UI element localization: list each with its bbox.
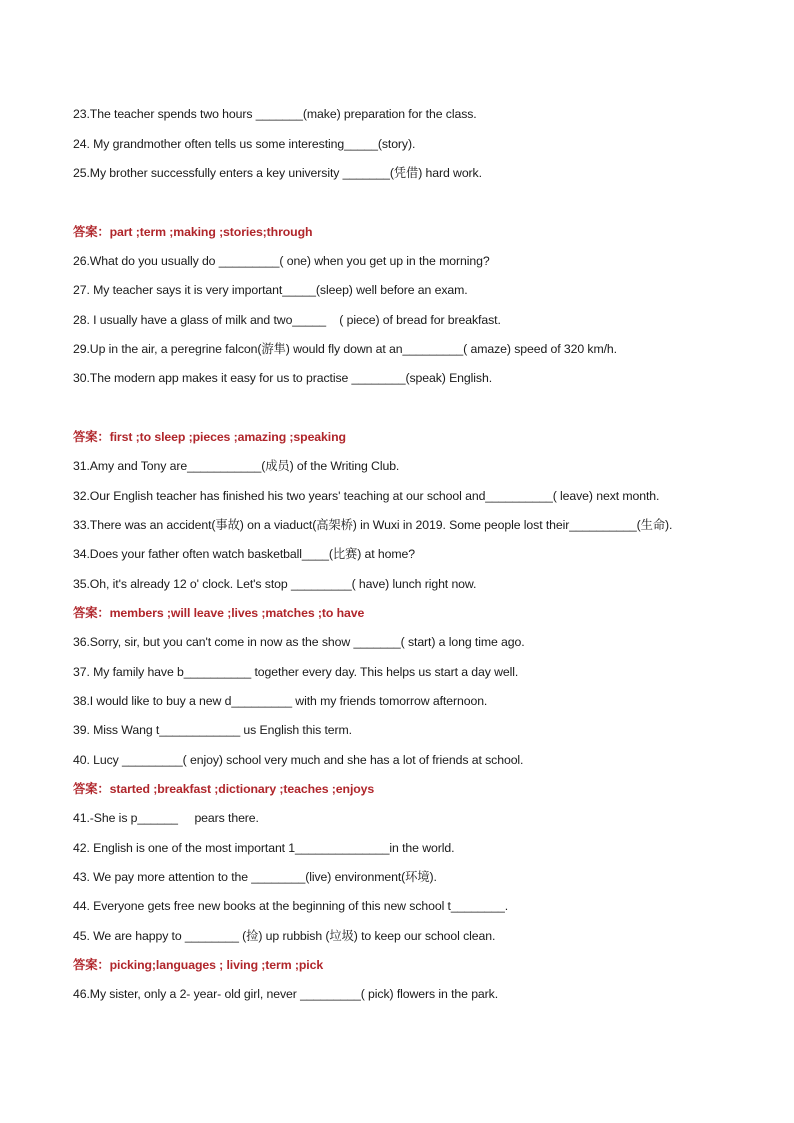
question-32: 32.Our English teacher has finished his two years' teaching at our school and__________( leave) next month. — [73, 489, 660, 503]
question-43: 43. We pay more attention to the ________(live) environment(环境). — [73, 870, 437, 884]
answer-key-31-35: 答案：members ;will leave ;lives ;matches ;to have — [73, 606, 365, 620]
answer-key-26-30: 答案：first ;to sleep ;pieces ;amazing ;speaking — [73, 430, 346, 444]
answer-key-23-25: 答案：part ;term ;making ;stories;through — [73, 225, 313, 239]
question-25: 25.My brother successfully enters a key university _______(凭借) hard work. — [73, 166, 482, 180]
question-33: 33.There was an accident(事故) on a viaduct(高架桥) in Wuxi in 2019. Some people lost their__________(生命). — [73, 518, 673, 532]
question-27: 27. My teacher says it is very important_____(sleep) well before an exam. — [73, 283, 468, 297]
question-36: 36.Sorry, sir, but you can't come in now as the show _______( start) a long time ago. — [73, 635, 525, 649]
question-24: 24. My grandmother often tells us some interesting_____(story). — [73, 137, 416, 151]
question-28: 28. I usually have a glass of milk and two_____ ( piece) of bread for breakfast. — [73, 313, 501, 327]
question-38: 38.I would like to buy a new d_________ with my friends tomorrow afternoon. — [73, 694, 488, 708]
question-29: 29.Up in the air, a peregrine falcon(游隼) would fly down at an_________( amaze) speed of 320 km/h. — [73, 342, 617, 356]
question-41: 41.-She is p______ pears there. — [73, 811, 259, 825]
question-26: 26.What do you usually do _________( one) when you get up in the morning? — [73, 254, 490, 268]
question-46: 46.My sister, only a 2- year- old girl, never _________( pick) flowers in the park. — [73, 987, 499, 1001]
question-45: 45. We are happy to ________ (捡) up rubbish (垃圾) to keep our school clean. — [73, 929, 496, 943]
question-39: 39. Miss Wang t____________ us English this term. — [73, 723, 352, 737]
question-30: 30.The modern app makes it easy for us to practise ________(speak) English. — [73, 371, 493, 385]
question-40: 40. Lucy _________( enjoy) school very much and she has a lot of friends at school. — [73, 753, 524, 767]
question-37: 37. My family have b__________ together every day. This helps us start a day well. — [73, 665, 519, 679]
question-34: 34.Does your father often watch basketball____(比赛) at home? — [73, 547, 416, 561]
question-42: 42. English is one of the most important 1______________in the world. — [73, 841, 455, 855]
question-35: 35.Oh, it's already 12 o' clock. Let's stop _________( have) lunch right now. — [73, 577, 477, 591]
answer-key-41-45: 答案：picking;languages ; living ;term ;pick — [73, 958, 324, 972]
answer-key-36-40: 答案：started ;breakfast ;dictionary ;teaches ;enjoys — [73, 782, 375, 796]
question-44: 44. Everyone gets free new books at the beginning of this new school t________. — [73, 899, 509, 913]
question-31: 31.Amy and Tony are___________(成员) of the Writing Club. — [73, 459, 400, 473]
question-23: 23.The teacher spends two hours _______(make) preparation for the class. — [73, 107, 477, 121]
